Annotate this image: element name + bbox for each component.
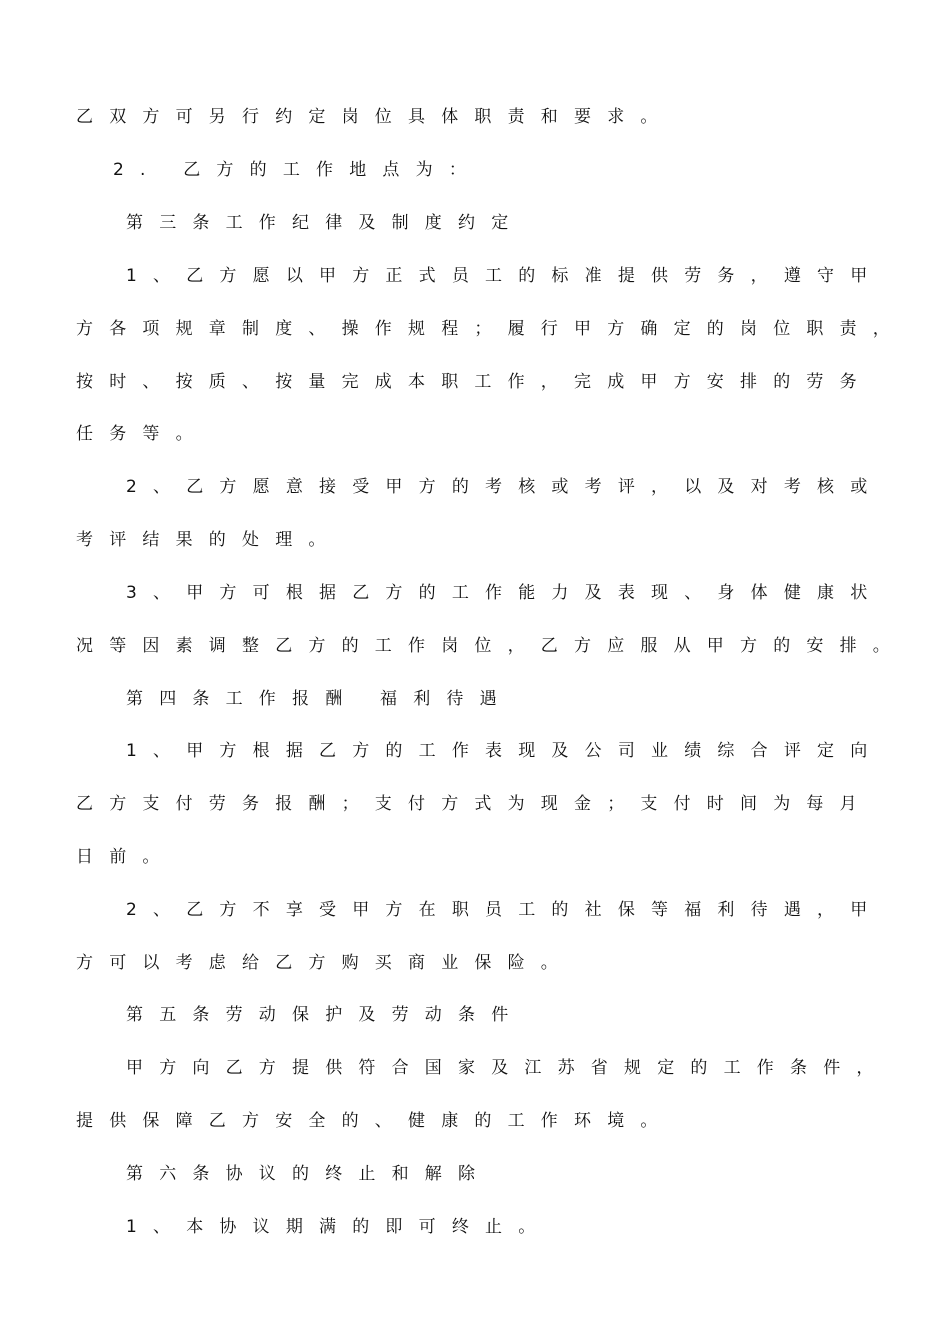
text-line: 提供保障乙方安全的、健康的工作环境。 [76,1111,674,1131]
text-line: 2. 乙方的工作地点为： [113,160,483,180]
text-line: 3、甲方可根据乙方的工作能力及表现、身体健康状 [126,583,884,603]
section-heading: 第五条劳动保护及劳动条件 [126,1005,525,1025]
section-heading: 第四条工作报酬 福利待遇 [126,689,513,709]
text-line: 2、乙方不享受甲方在职员工的社保等福利待遇，甲 [126,900,884,920]
text-line: 1、甲方根据乙方的工作表现及公司业绩综合评定向 [126,741,884,761]
text-line: 方可以考虑给乙方购买商业保险。 [76,953,574,973]
text-line: 乙方支付劳务报酬；支付方式为现金；支付时间为每月 [76,794,873,814]
text-line: 日前。 [76,847,176,867]
text-line: 2、乙方愿意接受甲方的考核或考评，以及对考核或 [126,477,884,497]
text-line: 1、本协议期满的即可终止。 [126,1217,552,1237]
text-line: 况等因素调整乙方的工作岗位，乙方应服从甲方的安排。 [76,636,906,656]
text-line: 方各项规章制度、操作规程；履行甲方确定的岗位职责， [76,319,906,339]
text-line: 乙双方可另行约定岗位具体职责和要求。 [76,107,674,127]
text-line: 1、乙方愿以甲方正式员工的标准提供劳务，遵守甲 [126,266,884,286]
text-line: 甲方向乙方提供符合国家及江苏省规定的工作条件， [126,1058,890,1078]
section-heading: 第三条工作纪律及制度约定 [126,213,525,233]
text-line: 考评结果的处理。 [76,530,342,550]
text-line: 按时、按质、按量完成本职工作，完成甲方安排的劳务 [76,372,873,392]
text-line: 任务等。 [76,424,209,444]
section-heading: 第六条协议的终止和解除 [126,1164,492,1184]
